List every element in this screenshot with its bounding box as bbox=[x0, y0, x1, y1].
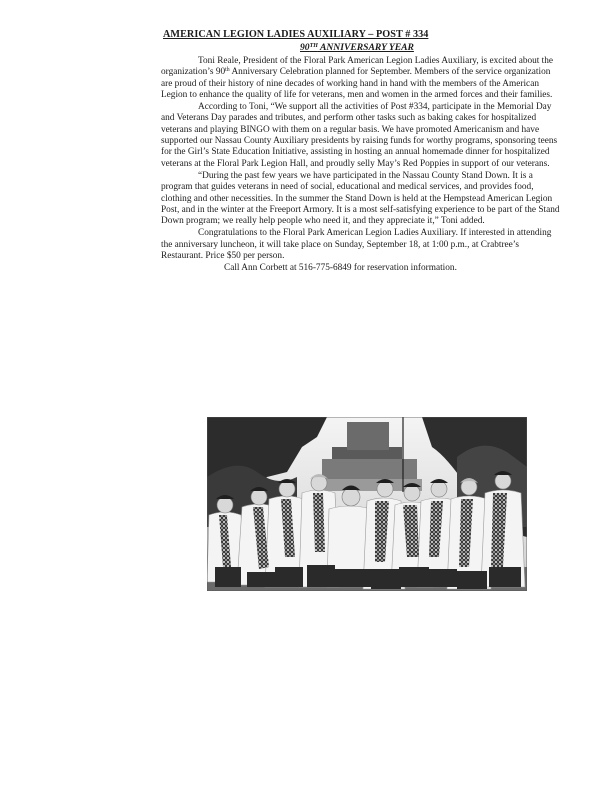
paragraph-luncheon: Congratulations to the Floral Park American Legion Ladies Auxiliary. If interested in attending the anniversary luncheon, it will take place on Sunday, September 18, at 1:00 p.m., at Crabtree’s Restaurant. Price $50 per person. bbox=[161, 228, 552, 262]
paragraph-intro bbox=[161, 56, 561, 101]
paragraph-stand-down: “During the past few years we have participated in the Nassau County Stand Down. It is a program that guides veterans in need of social, educational and medical services, and provides food, clothing and other necessities. In the summer the Stand Down is held at the Hempstead American Legion Post, and in the winter at the Freeport Armory. It is a most self-satisfying experience to be part of the Stand Down program; we really help people who need it, and they appreciate it,” Toni added. bbox=[161, 170, 560, 227]
document-title: AMERICAN LEGION LADIES AUXILIARY – POST # 334 bbox=[163, 29, 429, 40]
subtitle-number: 90 bbox=[300, 42, 310, 53]
paragraph-activities: According to Toni, “We support all the activities of Post #334, participate in the Memorial Day and Veterans Day parades and tributes, and perform other tasks such as baking cakes for hospitalized veterans and playing BINGO with them on a regular basis. We have promoted Americanism and have supported our Nassau County Auxiliary presidents by raising funds for worthy programs, sponsoring teens for the Girl’s State Education Initiative, assisting in hosting an annual homemade dinner for hospitalized veterans at the Floral Park Legion Hall, and proudly selly May’s Red Poppies in support of our veterans. bbox=[161, 102, 558, 169]
document-header bbox=[163, 29, 433, 53]
group-photo bbox=[207, 417, 527, 591]
document-subtitle bbox=[300, 42, 433, 53]
group-photo-image bbox=[207, 417, 527, 591]
paragraph-intro-end: Anniversary Celebration planned for September. Members of the service organization are proud of their history of nine decades of working hand in hand with the members of the American Legion to enhance the quality of life for veterans, men and women in the armed forces and their families. bbox=[161, 67, 553, 100]
article-body bbox=[161, 56, 561, 276]
ordinal-suffix: th bbox=[225, 67, 230, 74]
paragraph-reservation: Call Ann Corbett at 516-775-6849 for reservation information. bbox=[224, 263, 457, 274]
subtitle-ordinal: TH bbox=[309, 43, 318, 49]
subtitle-rest: ANNIVERSARY YEAR bbox=[317, 42, 414, 53]
paragraph-intro-start: Toni Reale, President of the Floral Park American Legion Ladies Auxiliary, is excited about the organization’s 90 bbox=[161, 56, 554, 78]
